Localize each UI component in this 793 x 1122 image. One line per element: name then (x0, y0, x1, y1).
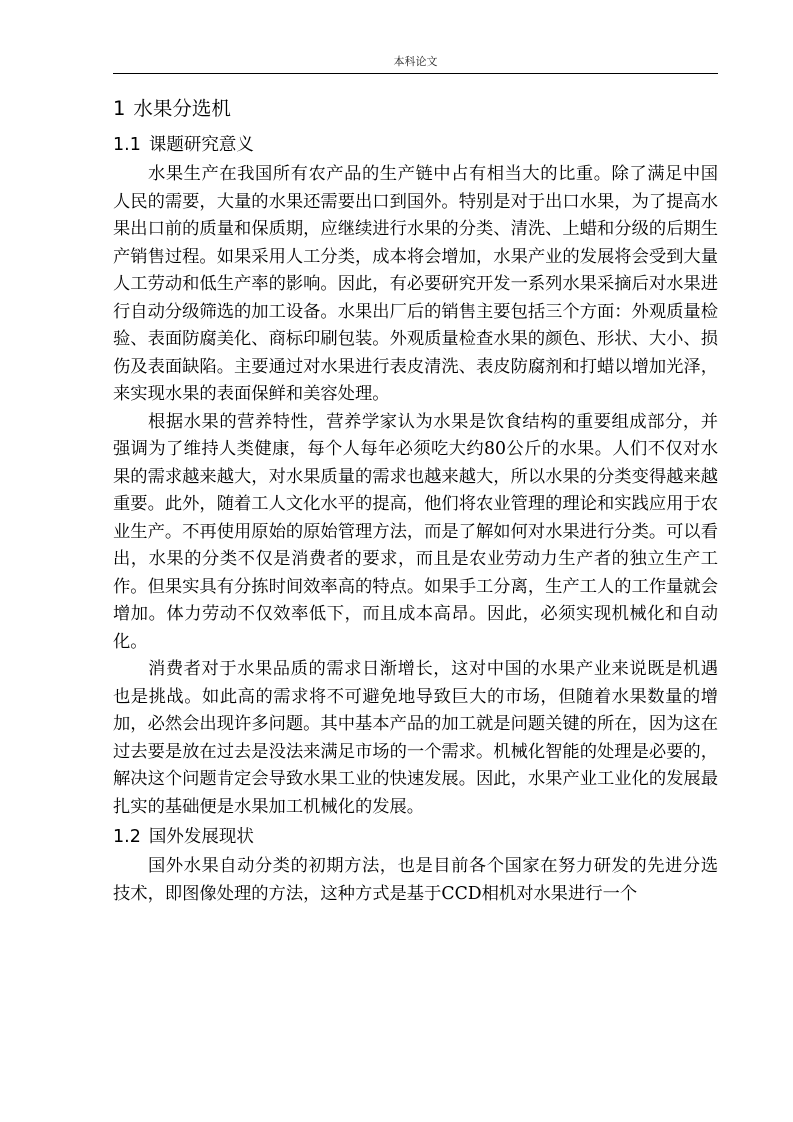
paragraph: 水果生产在我国所有农产品的生产链中占有相当大的比重。除了满足中国人民的需要，大量的水果还需要出口到国外。特别是对于出口水果，为了提高水果出口前的质量和保质期，应继续进行水果的分类、清洗、上蜡和分级的后期生产销售过程。如果采用人工分类，成本将会增加，水果产业的发展将会受到大量人工劳动和低生产率的影响。因此，有必要研究开发一系列水果采摘后对水果进行自动分级筛选的加工设备。水果出厂后的销售主要包括三个方面：外观质量检验、表面防腐美化、商标印刷包装。外观质量检查水果的颜色、形状、大小、损伤及表面缺陷。主要通过对水果进行表皮清洗、表皮防腐剂和打蜡以增加光泽，来实现水果的表面保鲜和美容处理。 (113, 164, 718, 404)
paragraph: 根据水果的营养特性，营养学家认为水果是饮食结构的重要组成部分，并强调为了维持人类健康，每个人每年必须吃大约80公斤的水果。人们不仅对水果的需求越来越大，对水果质量的需求也越来越大，所以水果的分类变得越来越重要。此外，随着工人文化水平的提高，他们将农业管理的理论和实践应用于农业生产。不再使用原始的原始管理方法，而是了解如何对水果进行分类。可以看出，水果的分类不仅是消费者的要求，而且是农业劳动力生产者的独立生产工作。但果实具有分拣时间效率高的特点。如果手工分离，生产工人的工作量就会增加。体力劳动不仅效率低下，而且成本高昂。因此，必须实现机械化和自动化。 (113, 411, 718, 652)
section-heading (113, 129, 718, 161)
section-title: 课题研究意义 (148, 135, 254, 155)
paragraph: 国外水果自动分类的初期方法，也是目前各个国家在努力研发的先进分选技术，即图像处理的方法，这种方式是基于CCD相机对水果进行一个 (113, 856, 718, 904)
paragraph: 消费者对于水果品质的需求日渐增长，这对中国的水果产业来说既是机遇也是挑战。如此高的需求将不可避免地导致巨大的市场，但随着水果数量的增加，必然会出现许多问题。其中基本产品的加工就是问题关键的所在，因为这在过去要是放在过去是没法来满足市场的一个需求。机械化智能的处理是必要的，解决这个问题肯定会导致水果工业的快速发展。因此，水果产业工业化的发展最扎实的基础便是水果加工机械化的发展。 (113, 659, 718, 817)
running-header: 本科论文 (393, 55, 438, 68)
chapter-heading (113, 92, 718, 126)
section-number: 1.2 (113, 827, 141, 847)
section-number: 1.1 (113, 135, 141, 155)
section-title: 国外发展现状 (148, 827, 254, 847)
section-heading (113, 821, 718, 853)
page-body (113, 92, 718, 908)
chapter-number: 1 (113, 97, 126, 120)
header-rule (113, 73, 718, 74)
chapter-title: 水果分选机 (133, 97, 231, 120)
